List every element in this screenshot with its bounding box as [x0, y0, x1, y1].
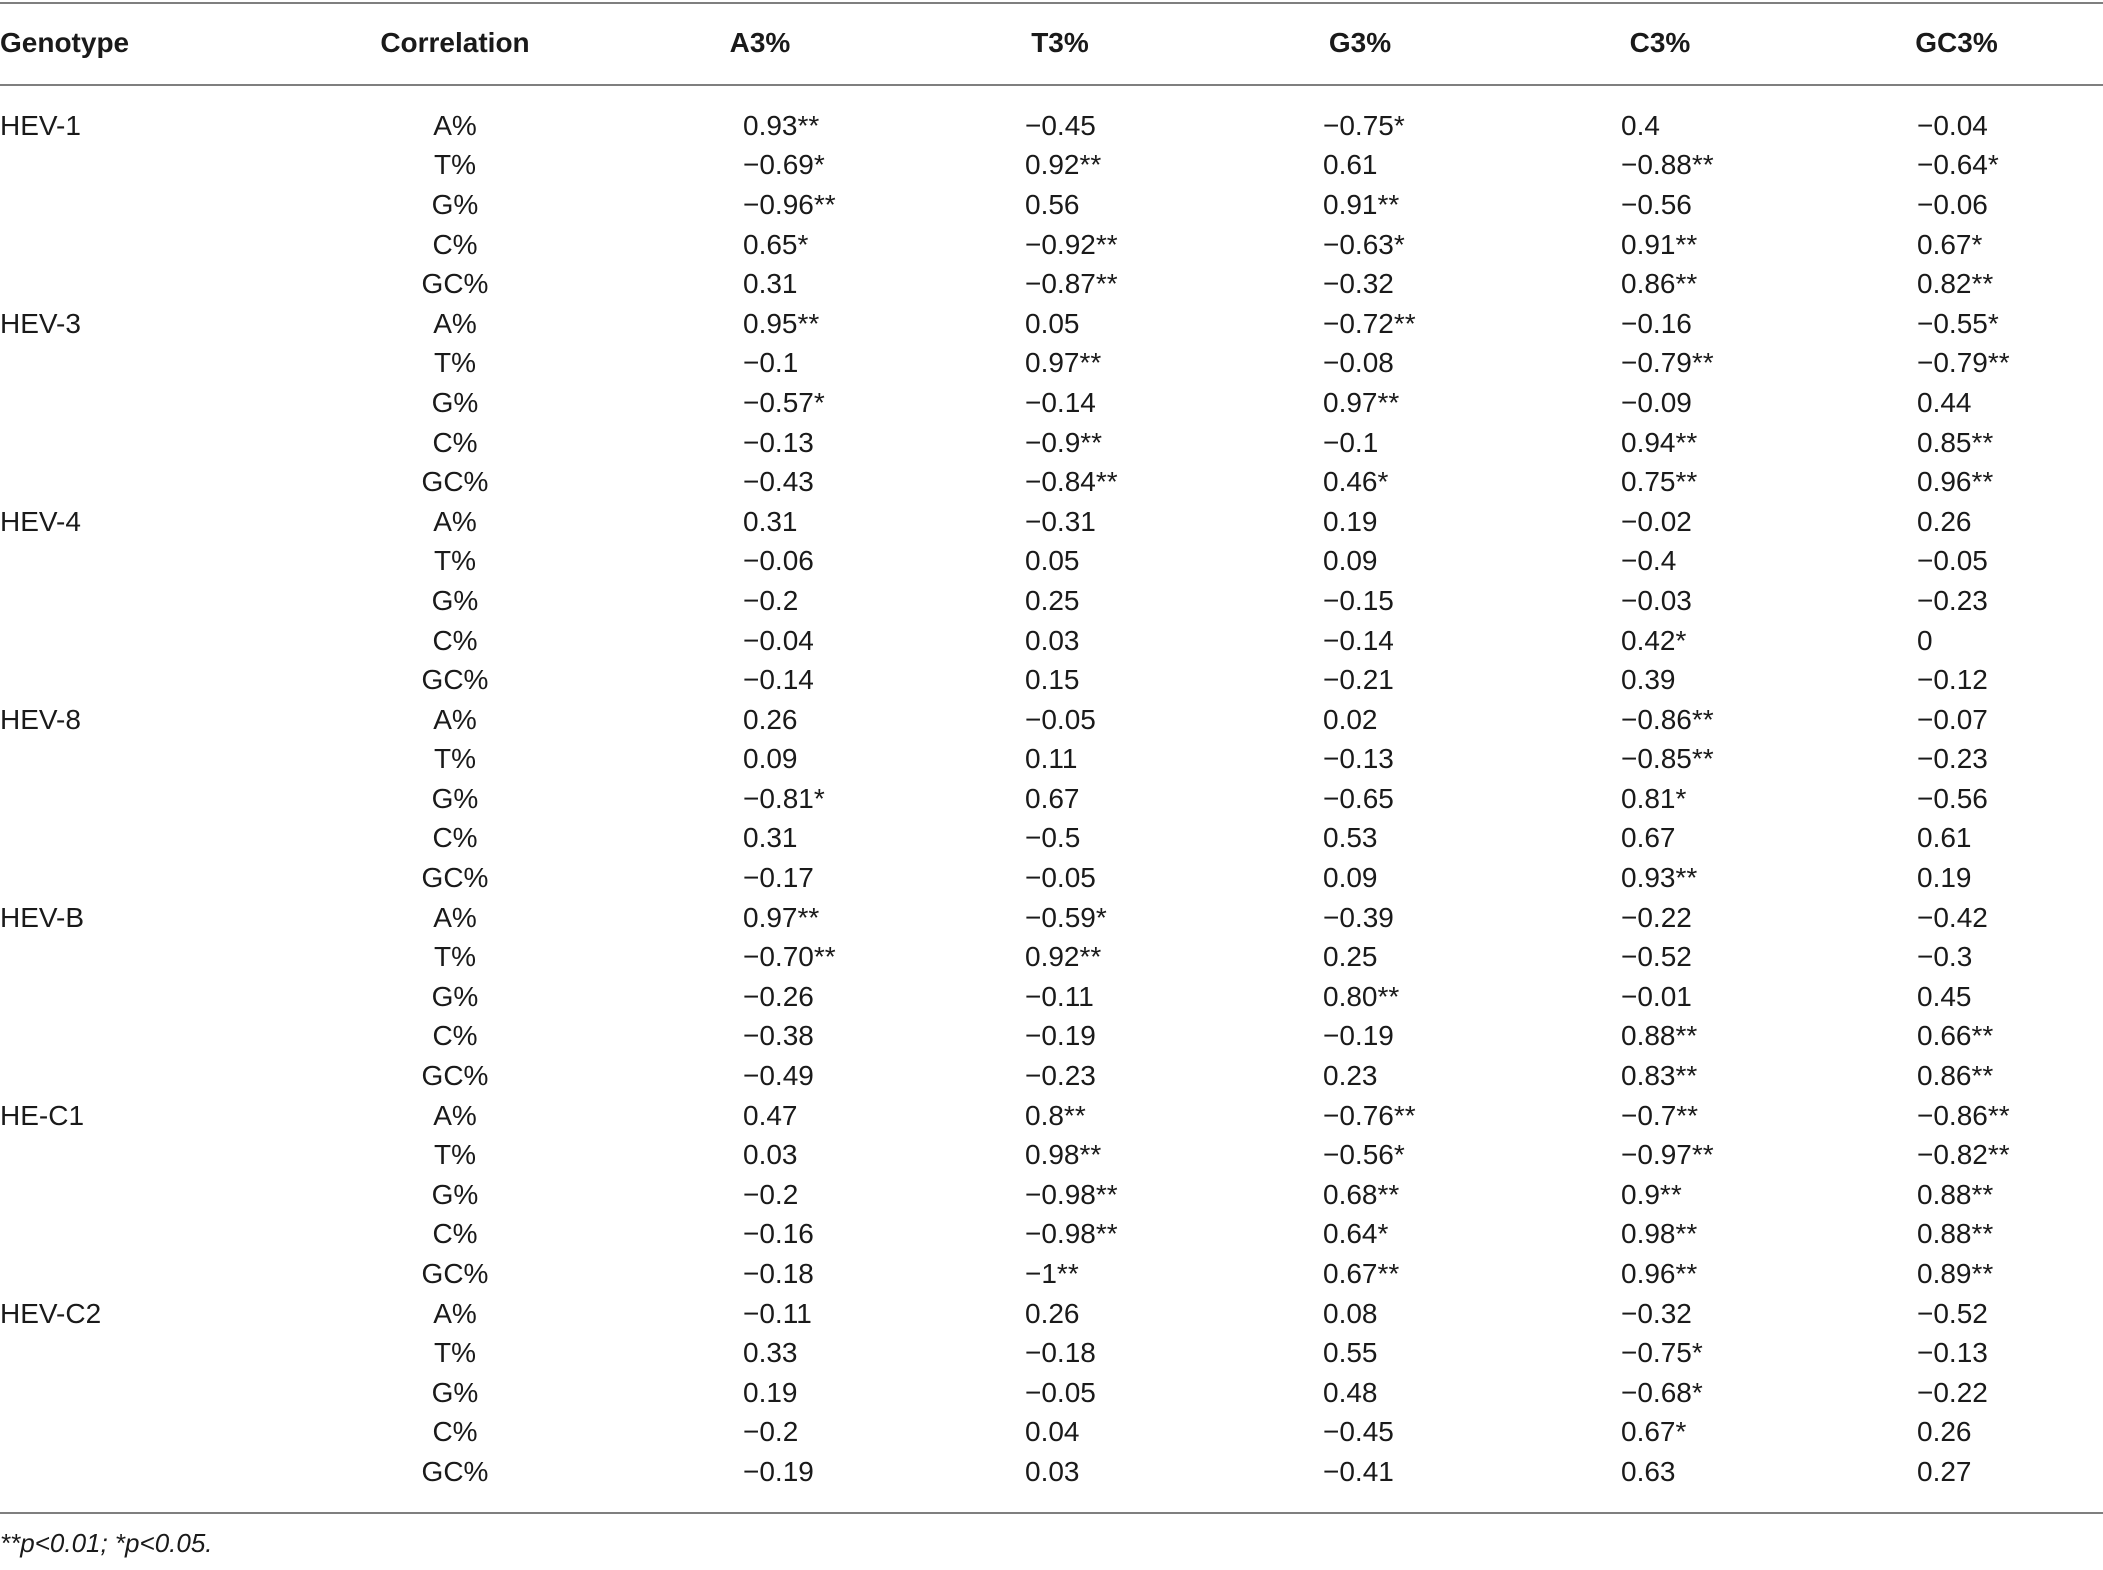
- cell-correlation: GC%: [421, 268, 489, 300]
- cell-correlation: T%: [434, 1139, 476, 1171]
- cell-correlation: C%: [432, 228, 478, 260]
- cell-g3: −0.56*: [1323, 1139, 1405, 1171]
- cell-correlation: T%: [434, 743, 476, 775]
- cell-genotype: HEV-4: [0, 505, 81, 537]
- cell-gc3: 0.45: [1917, 980, 1972, 1012]
- cell-t3: −0.05: [1025, 703, 1096, 735]
- cell-genotype: HEV-C2: [0, 1297, 102, 1329]
- header-t3: T3%: [1031, 27, 1089, 58]
- cell-g3: −0.19: [1323, 1020, 1394, 1052]
- cell-t3: −0.98**: [1025, 1178, 1118, 1210]
- cell-a3: −0.70**: [743, 941, 836, 973]
- cell-gc3: 0.96**: [1917, 466, 1994, 498]
- cell-gc3: 0.19: [1917, 862, 1972, 894]
- cell-gc3: −0.3: [1917, 941, 1973, 973]
- cell-g3: 0.61: [1323, 149, 1378, 181]
- cell-correlation: G%: [431, 1376, 479, 1408]
- cell-a3: 0.47: [743, 1099, 798, 1131]
- cell-c3: 0.96**: [1621, 1258, 1698, 1290]
- cell-a3: −0.2: [743, 584, 799, 616]
- cell-genotype: [0, 1373, 300, 1413]
- header-c3: C3%: [1629, 27, 1691, 58]
- table-row: [0, 819, 2103, 859]
- cell-t3: −0.87**: [1025, 268, 1118, 300]
- cell-a3: −0.26: [743, 980, 814, 1012]
- cell-gc3: 0.66**: [1917, 1020, 1994, 1052]
- table-row: [0, 621, 2103, 661]
- cell-correlation: G%: [431, 980, 479, 1012]
- cell-gc3: −0.79**: [1917, 347, 2010, 379]
- cell-correlation: GC%: [421, 1258, 489, 1290]
- table-body: [0, 86, 2103, 1492]
- table-row: [0, 937, 2103, 977]
- cell-a3: 0.95**: [743, 307, 820, 339]
- cell-t3: 0.05: [1025, 545, 1080, 577]
- cell-gc3: 0.27: [1917, 1455, 1972, 1487]
- table-row: [0, 740, 2103, 780]
- cell-a3: −0.1: [743, 347, 799, 379]
- cell-t3: −0.92**: [1025, 228, 1118, 260]
- cell-g3: −0.15: [1323, 584, 1394, 616]
- cell-genotype: [0, 423, 300, 463]
- cell-g3: 0.09: [1323, 545, 1378, 577]
- cell-a3: −0.17: [743, 862, 814, 894]
- cell-t3: −0.05: [1025, 862, 1096, 894]
- cell-genotype: [0, 660, 300, 700]
- header-g3: G3%: [1328, 27, 1392, 58]
- cell-a3: −0.81*: [743, 782, 825, 814]
- cell-gc3: −0.12: [1917, 664, 1988, 696]
- cell-t3: 0.98**: [1025, 1139, 1102, 1171]
- cell-genotype: [0, 225, 300, 265]
- cell-gc3: 0.67*: [1917, 228, 1983, 260]
- cell-genotype: [0, 740, 300, 780]
- cell-gc3: −0.05: [1917, 545, 1988, 577]
- table-row: [0, 344, 2103, 384]
- cell-a3: −0.04: [743, 624, 814, 656]
- cell-t3: −0.98**: [1025, 1218, 1118, 1250]
- cell-c3: −0.09: [1621, 386, 1692, 418]
- cell-t3: 0.8**: [1025, 1099, 1086, 1131]
- cell-t3: −0.9**: [1025, 426, 1103, 458]
- cell-c3: −0.22: [1621, 901, 1692, 933]
- cell-correlation: GC%: [421, 466, 489, 498]
- cell-g3: −0.41: [1323, 1455, 1394, 1487]
- cell-t3: −1**: [1025, 1258, 1079, 1290]
- cell-t3: 0.11: [1025, 743, 1078, 775]
- cell-t3: 0.03: [1025, 624, 1080, 656]
- cell-gc3: −0.52: [1917, 1297, 1988, 1329]
- cell-g3: −0.14: [1323, 624, 1394, 656]
- cell-genotype: [0, 344, 300, 384]
- cell-a3: 0.03: [743, 1139, 798, 1171]
- table-row: [0, 660, 2103, 700]
- cell-correlation: G%: [431, 1178, 479, 1210]
- table-row: [0, 977, 2103, 1017]
- cell-t3: −0.18: [1025, 1337, 1096, 1369]
- cell-g3: −0.72**: [1323, 307, 1416, 339]
- cell-c3: −0.97**: [1621, 1139, 1714, 1171]
- cell-genotype: [0, 1452, 300, 1492]
- cell-gc3: −0.22: [1917, 1376, 1988, 1408]
- table-row: [0, 1333, 2103, 1373]
- cell-g3: 0.80**: [1323, 980, 1400, 1012]
- cell-gc3: 0: [1917, 624, 1933, 656]
- cell-a3: −0.11: [743, 1297, 812, 1329]
- cell-genotype: [0, 462, 300, 502]
- cell-c3: −0.16: [1621, 307, 1692, 339]
- cell-t3: −0.14: [1025, 386, 1096, 418]
- cell-correlation: GC%: [421, 1455, 489, 1487]
- cell-t3: 0.92**: [1025, 941, 1102, 973]
- cell-c3: −0.56: [1621, 188, 1692, 220]
- cell-a3: 0.19: [743, 1376, 798, 1408]
- cell-c3: −0.75*: [1621, 1337, 1703, 1369]
- cell-c3: −0.79**: [1621, 347, 1714, 379]
- cell-c3: 0.63: [1621, 1455, 1676, 1487]
- cell-g3: 0.97**: [1323, 386, 1400, 418]
- cell-a3: −0.06: [743, 545, 814, 577]
- cell-a3: −0.38: [743, 1020, 814, 1052]
- cell-t3: 0.25: [1025, 584, 1080, 616]
- cell-g3: 0.67**: [1323, 1258, 1400, 1290]
- cell-gc3: 0.88**: [1917, 1218, 1994, 1250]
- cell-a3: 0.26: [743, 703, 798, 735]
- table-row: [0, 264, 2103, 304]
- table-row: [0, 542, 2103, 582]
- table-bottom-rule: [0, 1512, 2103, 1514]
- cell-c3: 0.81*: [1621, 782, 1687, 814]
- cell-g3: 0.23: [1323, 1060, 1378, 1092]
- table-row: [0, 1056, 2103, 1096]
- table-footnote: **p<0.01; *p<0.05.: [0, 1528, 213, 1558]
- cell-a3: −0.13: [743, 426, 814, 458]
- table-row: [0, 1017, 2103, 1057]
- cell-t3: 0.15: [1025, 664, 1080, 696]
- cell-genotype: HEV-3: [0, 307, 81, 339]
- cell-g3: 0.46*: [1323, 466, 1389, 498]
- cell-t3: −0.05: [1025, 1376, 1096, 1408]
- cell-t3: −0.84**: [1025, 466, 1118, 498]
- cell-t3: 0.67: [1025, 782, 1080, 814]
- cell-c3: 0.94**: [1621, 426, 1698, 458]
- cell-genotype: [0, 779, 300, 819]
- table-row: [0, 1215, 2103, 1255]
- cell-c3: −0.03: [1621, 584, 1692, 616]
- cell-correlation: A%: [433, 109, 477, 141]
- table-row: [0, 1294, 2103, 1334]
- cell-correlation: GC%: [421, 862, 489, 894]
- cell-g3: −0.08: [1323, 347, 1394, 379]
- cell-a3: 0.33: [743, 1337, 798, 1369]
- cell-t3: −0.19: [1025, 1020, 1096, 1052]
- cell-gc3: 0.89**: [1917, 1258, 1994, 1290]
- table-row: [0, 423, 2103, 463]
- cell-a3: 0.31: [743, 822, 798, 854]
- cell-gc3: −0.04: [1917, 109, 1988, 141]
- cell-t3: 0.04: [1025, 1416, 1080, 1448]
- table-row: [0, 185, 2103, 225]
- cell-a3: −0.57*: [743, 386, 825, 418]
- cell-t3: 0.92**: [1025, 149, 1102, 181]
- cell-g3: −0.75*: [1323, 109, 1405, 141]
- cell-genotype: [0, 937, 300, 977]
- cell-c3: −0.02: [1621, 505, 1692, 537]
- cell-c3: −0.7**: [1621, 1099, 1699, 1131]
- cell-genotype: [0, 1333, 300, 1373]
- cell-g3: −0.63*: [1323, 228, 1405, 260]
- cell-t3: −0.5: [1025, 822, 1081, 854]
- cell-gc3: −0.64*: [1917, 149, 1999, 181]
- cell-gc3: −0.42: [1917, 901, 1988, 933]
- cell-c3: 0.75**: [1621, 466, 1698, 498]
- cell-g3: −0.21: [1323, 664, 1394, 696]
- cell-genotype: [0, 264, 300, 304]
- cell-t3: −0.31: [1025, 505, 1096, 537]
- cell-gc3: −0.56: [1917, 782, 1988, 814]
- cell-genotype: HEV-8: [0, 703, 81, 735]
- cell-a3: −0.96**: [743, 188, 836, 220]
- cell-g3: 0.08: [1323, 1297, 1378, 1329]
- cell-a3: 0.97**: [743, 901, 820, 933]
- cell-correlation: C%: [432, 624, 478, 656]
- cell-c3: 0.86**: [1621, 268, 1698, 300]
- cell-c3: −0.52: [1621, 941, 1692, 973]
- cell-g3: −0.32: [1323, 268, 1394, 300]
- cell-t3: 0.03: [1025, 1455, 1080, 1487]
- cell-correlation: T%: [434, 941, 476, 973]
- cell-g3: 0.48: [1323, 1376, 1378, 1408]
- cell-genotype: [0, 146, 300, 186]
- header-correlation: Correlation: [380, 27, 530, 58]
- cell-genotype: [0, 1135, 300, 1175]
- cell-g3: 0.55: [1323, 1337, 1378, 1369]
- cell-gc3: 0.88**: [1917, 1178, 1994, 1210]
- cell-genotype: [0, 819, 300, 859]
- cell-c3: 0.42*: [1621, 624, 1687, 656]
- cell-a3: 0.65*: [743, 228, 809, 260]
- cell-genotype: [0, 542, 300, 582]
- cell-t3: 0.05: [1025, 307, 1080, 339]
- table-row: [0, 502, 2103, 542]
- cell-gc3: 0.26: [1917, 505, 1972, 537]
- cell-correlation: C%: [432, 822, 478, 854]
- cell-gc3: −0.23: [1917, 743, 1988, 775]
- cell-genotype: [0, 1413, 300, 1453]
- cell-genotype: HEV-1: [0, 109, 81, 141]
- cell-correlation: T%: [434, 545, 476, 577]
- cell-genotype: [0, 383, 300, 423]
- cell-correlation: GC%: [421, 1060, 489, 1092]
- cell-gc3: −0.55*: [1917, 307, 1999, 339]
- table-row: [0, 898, 2103, 938]
- cell-a3: −0.2: [743, 1416, 799, 1448]
- cell-a3: −0.43: [743, 466, 814, 498]
- cell-correlation: C%: [432, 1218, 478, 1250]
- cell-g3: 0.25: [1323, 941, 1378, 973]
- cell-correlation: G%: [431, 782, 479, 814]
- cell-gc3: 0.85**: [1917, 426, 1994, 458]
- cell-c3: 0.67: [1621, 822, 1676, 854]
- cell-t3: −0.23: [1025, 1060, 1096, 1092]
- cell-gc3: −0.82**: [1917, 1139, 2010, 1171]
- table-row: [0, 1413, 2103, 1453]
- cell-correlation: A%: [433, 703, 477, 735]
- cell-gc3: −0.23: [1917, 584, 1988, 616]
- table-row: [0, 1254, 2103, 1294]
- cell-gc3: 0.82**: [1917, 268, 1994, 300]
- cell-c3: 0.88**: [1621, 1020, 1698, 1052]
- cell-c3: 0.98**: [1621, 1218, 1698, 1250]
- cell-a3: −0.69*: [743, 149, 825, 181]
- cell-g3: −0.45: [1323, 1416, 1394, 1448]
- table-row: [0, 1452, 2103, 1492]
- cell-gc3: −0.06: [1917, 188, 1988, 220]
- cell-correlation: C%: [432, 426, 478, 458]
- cell-correlation: GC%: [421, 664, 489, 696]
- cell-c3: −0.32: [1621, 1297, 1692, 1329]
- cell-gc3: −0.07: [1917, 703, 1988, 735]
- table-row: [0, 304, 2103, 344]
- header-genotype: Genotype: [0, 27, 130, 58]
- cell-c3: −0.4: [1621, 545, 1677, 577]
- cell-t3: 0.56: [1025, 188, 1080, 220]
- cell-g3: 0.64*: [1323, 1218, 1389, 1250]
- cell-a3: −0.14: [743, 664, 814, 696]
- table-row: [0, 1175, 2103, 1215]
- cell-t3: −0.59*: [1025, 901, 1107, 933]
- cell-c3: −0.88**: [1621, 149, 1714, 181]
- cell-g3: 0.02: [1323, 703, 1378, 735]
- cell-g3: −0.13: [1323, 743, 1394, 775]
- table-row: [0, 700, 2103, 740]
- table-row: [0, 1096, 2103, 1136]
- cell-gc3: 0.86**: [1917, 1060, 1994, 1092]
- cell-genotype: [0, 858, 300, 898]
- table-row: [0, 1135, 2103, 1175]
- cell-correlation: A%: [433, 307, 477, 339]
- cell-correlation: T%: [434, 1337, 476, 1369]
- cell-g3: −0.76**: [1323, 1099, 1416, 1131]
- cell-c3: 0.9**: [1621, 1178, 1682, 1210]
- header-gc3: GC3%: [1915, 27, 1998, 58]
- header-a3: A3%: [729, 27, 791, 58]
- cell-genotype: [0, 581, 300, 621]
- cell-c3: 0.83**: [1621, 1060, 1698, 1092]
- cell-genotype: [0, 1175, 300, 1215]
- cell-c3: −0.86**: [1621, 703, 1714, 735]
- cell-genotype: HEV-B: [0, 901, 85, 933]
- cell-a3: −0.19: [743, 1455, 814, 1487]
- table-row: [0, 858, 2103, 898]
- cell-g3: 0.53: [1323, 822, 1378, 854]
- cell-genotype: [0, 185, 300, 225]
- cell-correlation: A%: [433, 505, 477, 537]
- cell-t3: −0.11: [1025, 980, 1094, 1012]
- cell-g3: 0.91**: [1323, 188, 1400, 220]
- cell-genotype: [0, 1254, 300, 1294]
- cell-c3: 0.91**: [1621, 228, 1698, 260]
- cell-gc3: 0.44: [1917, 386, 1972, 418]
- cell-g3: 0.68**: [1323, 1178, 1400, 1210]
- cell-gc3: 0.26: [1917, 1416, 1972, 1448]
- cell-c3: −0.01: [1621, 980, 1692, 1012]
- cell-g3: 0.19: [1323, 505, 1378, 537]
- cell-correlation: C%: [432, 1416, 478, 1448]
- cell-c3: 0.93**: [1621, 862, 1698, 894]
- cell-genotype: [0, 977, 300, 1017]
- cell-correlation: A%: [433, 901, 477, 933]
- cell-g3: −0.1: [1323, 426, 1379, 458]
- cell-c3: 0.67*: [1621, 1416, 1687, 1448]
- cell-correlation: A%: [433, 1297, 477, 1329]
- cell-gc3: −0.86**: [1917, 1099, 2010, 1131]
- table-row: [0, 86, 2103, 146]
- table-row: [0, 462, 2103, 502]
- cell-g3: 0.09: [1323, 862, 1378, 894]
- cell-a3: −0.49: [743, 1060, 814, 1092]
- cell-g3: −0.65: [1323, 782, 1394, 814]
- table-row: [0, 383, 2103, 423]
- cell-t3: 0.97**: [1025, 347, 1102, 379]
- cell-a3: −0.18: [743, 1258, 814, 1290]
- table-row: [0, 1373, 2103, 1413]
- cell-g3: −0.39: [1323, 901, 1394, 933]
- cell-c3: −0.85**: [1621, 743, 1714, 775]
- cell-t3: −0.45: [1025, 109, 1096, 141]
- cell-correlation: T%: [434, 347, 476, 379]
- cell-genotype: [0, 1056, 300, 1096]
- cell-correlation: G%: [431, 386, 479, 418]
- table-row: [0, 146, 2103, 186]
- cell-t3: 0.26: [1025, 1297, 1080, 1329]
- cell-genotype: [0, 1017, 300, 1057]
- table-row: [0, 779, 2103, 819]
- cell-c3: −0.68*: [1621, 1376, 1703, 1408]
- cell-a3: 0.31: [743, 505, 798, 537]
- cell-a3: −0.2: [743, 1178, 799, 1210]
- cell-a3: −0.16: [743, 1218, 814, 1250]
- cell-gc3: −0.13: [1917, 1337, 1988, 1369]
- cell-correlation: G%: [431, 188, 479, 220]
- table-row: [0, 225, 2103, 265]
- cell-c3: 0.4: [1621, 109, 1660, 141]
- cell-correlation: G%: [431, 584, 479, 616]
- cell-correlation: C%: [432, 1020, 478, 1052]
- cell-a3: 0.31: [743, 268, 798, 300]
- header-row: [0, 0, 2103, 86]
- cell-genotype: [0, 621, 300, 661]
- cell-c3: 0.39: [1621, 664, 1676, 696]
- cell-genotype: HE-C1: [0, 1099, 85, 1131]
- table-row: [0, 581, 2103, 621]
- cell-correlation: T%: [434, 149, 476, 181]
- cell-a3: 0.09: [743, 743, 798, 775]
- table-header: [0, 0, 2103, 86]
- cell-correlation: A%: [433, 1099, 477, 1131]
- cell-gc3: 0.61: [1917, 822, 1972, 854]
- cell-a3: 0.93**: [743, 109, 820, 141]
- cell-genotype: [0, 1215, 300, 1255]
